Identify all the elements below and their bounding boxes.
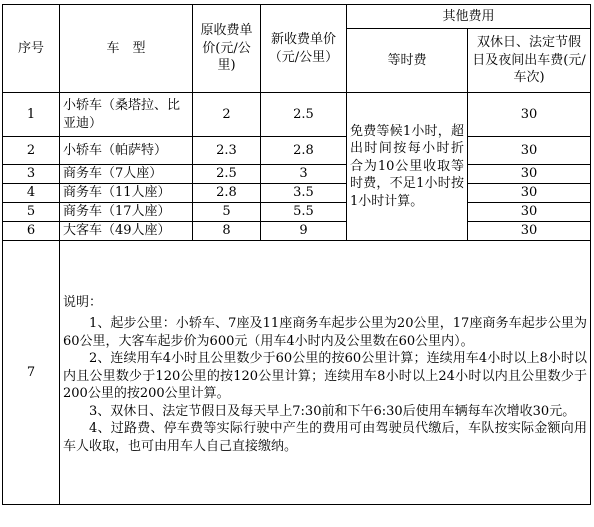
header-waiting-fee: 等时费 <box>347 29 468 93</box>
note-item: 4、过路费、停车费等实际行驶中产生的费用可由驾驶员代缴后，车队按实际金额向用车人收取，也可由用车人自己直接缴纳。 <box>63 421 588 454</box>
notes-row <box>3 241 591 505</box>
table-row <box>3 222 591 241</box>
row-vehicle-type: 大客车（49人座） <box>60 222 193 241</box>
header-vehicle-type: 车 型 <box>60 5 193 93</box>
notes-title: 说明： <box>63 294 103 310</box>
row-holiday-fee: 30 <box>468 203 591 222</box>
row-original-price: 2.8 <box>193 184 261 203</box>
row-seq: 2 <box>3 137 60 165</box>
header-holiday-fee: 双休日、法定节假日及夜间出车费(元/车次) <box>468 29 591 93</box>
table-row <box>3 203 591 222</box>
row-vehicle-type: 小轿车（帕萨特） <box>60 137 193 165</box>
row-new-price: 2.5 <box>261 93 347 137</box>
waiting-fee-text: 免费等候1小时，超出时间按每小时折合为10公里收取等时费，不足1小时按1小时计算。 <box>347 93 468 241</box>
row-holiday-fee: 30 <box>468 165 591 184</box>
row-holiday-fee: 30 <box>468 137 591 165</box>
row-new-price: 3.5 <box>261 184 347 203</box>
fee-table <box>2 4 591 505</box>
row-original-price: 2 <box>193 93 261 137</box>
row-vehicle-type: 小轿车（桑塔拉、比亚迪） <box>60 93 193 137</box>
header-new-price: 新收费单价（元/公里） <box>261 5 347 93</box>
notes-seq: 7 <box>3 241 60 505</box>
row-seq: 6 <box>3 222 60 241</box>
header-original-price: 原收费单价(元/公里) <box>193 5 261 93</box>
table-row <box>3 184 591 203</box>
row-original-price: 2.3 <box>193 137 261 165</box>
note-item: 1、起步公里：小轿车、7座及11座商务车起步公里为20公里，17座商务车起步公里为60公里，大客车起步价为600元（用车4小时内及公里数在60公里内）。 <box>63 316 588 349</box>
row-seq: 1 <box>3 93 60 137</box>
row-holiday-fee: 30 <box>468 184 591 203</box>
table-row <box>3 93 591 137</box>
row-seq: 5 <box>3 203 60 222</box>
row-vehicle-type: 商务车（17人座） <box>60 203 193 222</box>
row-original-price: 5 <box>193 203 261 222</box>
table-row <box>3 165 591 184</box>
note-item: 2、连续用车4小时且公里数少于60公里的按60公里计算；连续用车4小时以上8小时以内且公里数少于120公里的按120公里计算；连续用车8小时以上24小时以内且公里数少于200公里的按200公里计算。 <box>63 351 588 402</box>
row-seq: 4 <box>3 184 60 203</box>
row-new-price: 3 <box>261 165 347 184</box>
row-seq: 3 <box>3 165 60 184</box>
notes-cell <box>60 241 591 505</box>
table-row <box>3 137 591 165</box>
header-other-fees: 其他费用 <box>347 5 591 29</box>
row-new-price: 5.5 <box>261 203 347 222</box>
row-new-price: 9 <box>261 222 347 241</box>
row-holiday-fee: 30 <box>468 222 591 241</box>
header-seq: 序号 <box>3 5 60 93</box>
row-original-price: 8 <box>193 222 261 241</box>
row-vehicle-type: 商务车（11人座） <box>60 184 193 203</box>
row-vehicle-type: 商务车（7人座） <box>60 165 193 184</box>
note-item: 3、双休日、法定节假日及每天早上7:30前和下午6:30后使用车辆每车次增收30元。 <box>89 403 576 419</box>
row-new-price: 2.8 <box>261 137 347 165</box>
row-holiday-fee: 30 <box>468 93 591 137</box>
row-original-price: 2.5 <box>193 165 261 184</box>
